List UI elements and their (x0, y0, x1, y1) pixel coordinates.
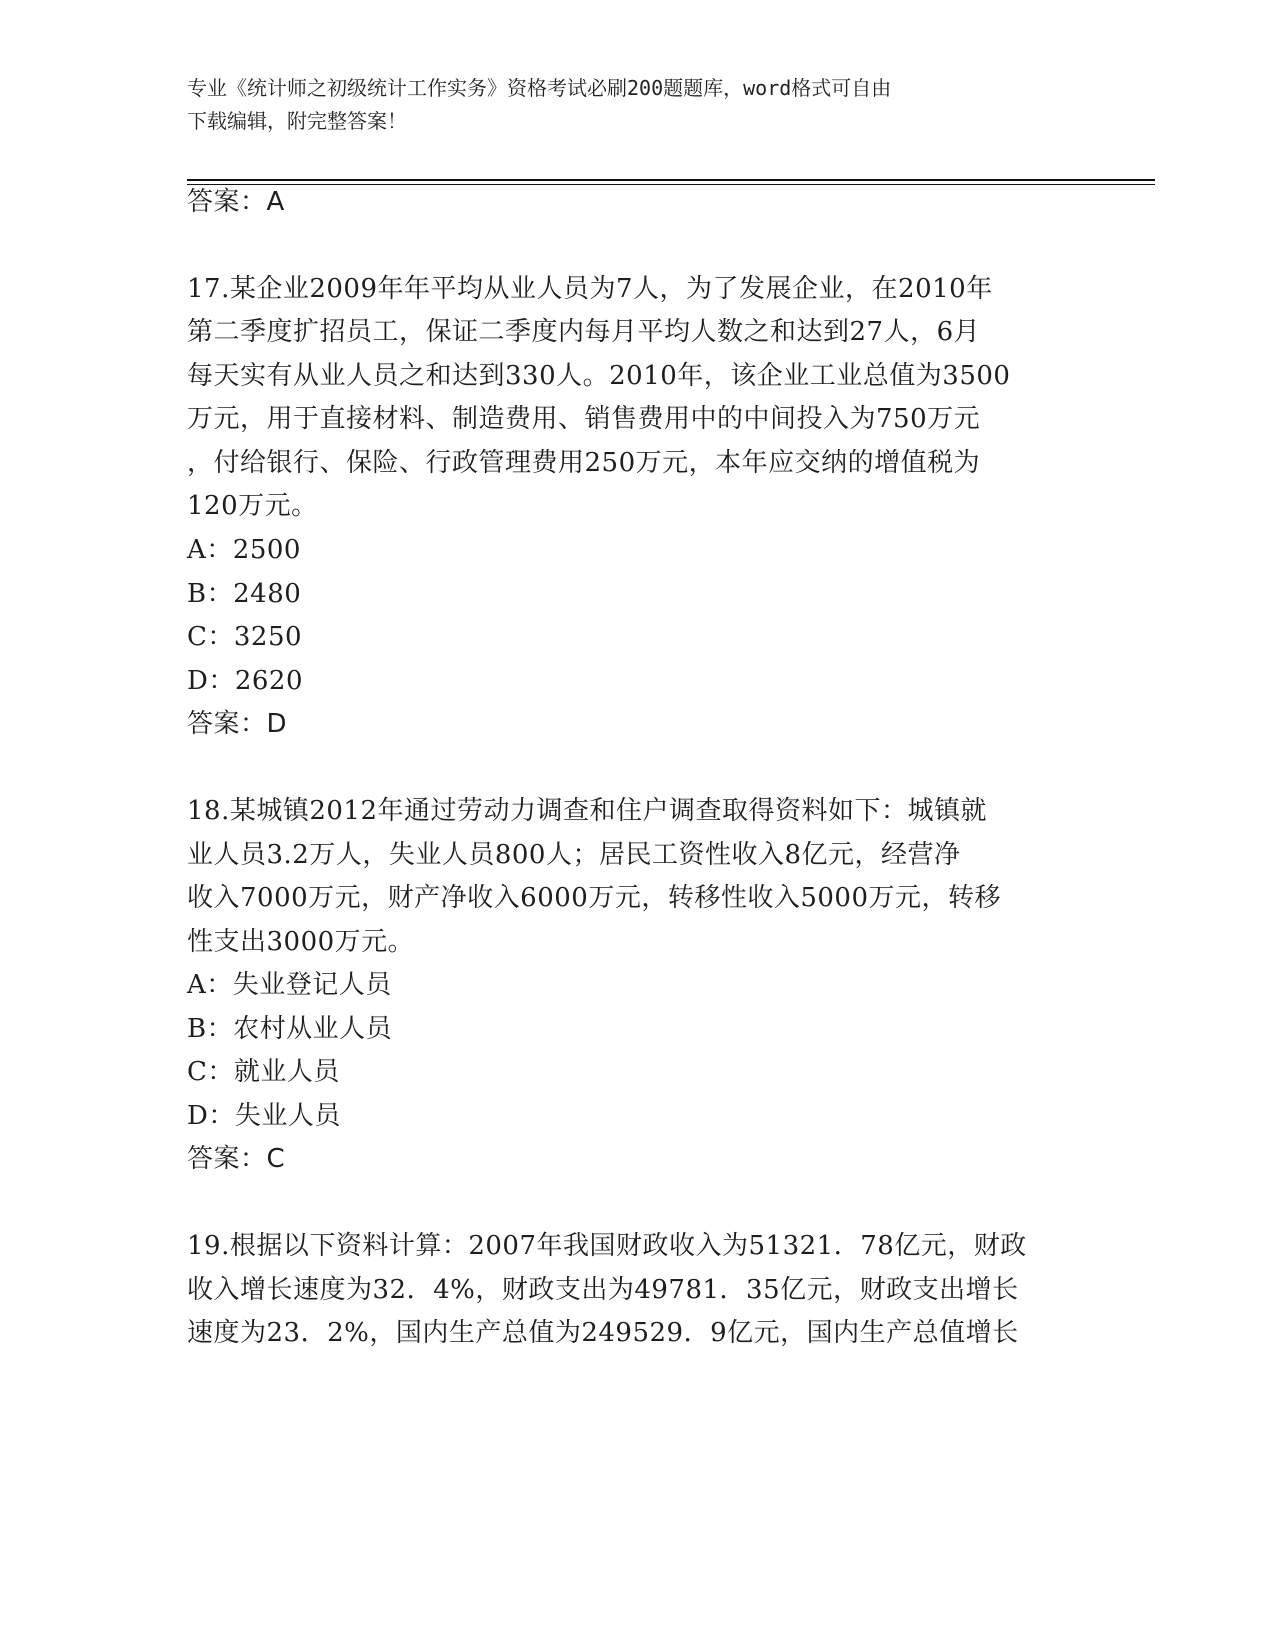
q17-option-d: D：2620 (187, 666, 304, 696)
q17-option-b: B：2480 (187, 579, 302, 609)
q18-option-a: A：失业登记人员 (187, 970, 392, 1000)
q17-line-3: 每天实有从业人员之和达到330人。2010年，该企业工业总值为3500 (187, 361, 1011, 391)
q18-option-d: D：失业人员 (187, 1101, 341, 1131)
q17-option-a: A：2500 (187, 535, 301, 565)
q17-line-1: 17.某企业2009年年平均从业人员为7人，为了发展企业，在2010年 (187, 274, 993, 304)
q18-line-4: 性支出3000万元。 (187, 927, 415, 957)
q18-line-1: 18.某城镇2012年通过劳动力调查和住户调查取得资料如下：城镇就 (187, 796, 988, 826)
q17-line-4: 万元，用于直接材料、制造费用、销售费用中的中间投入为750万元 (187, 404, 981, 434)
q19-line-2: 收入增长速度为32．4%，财政支出为49781．35亿元，财政支出增长 (187, 1275, 1019, 1305)
header-rule-thin (187, 184, 1155, 185)
page-header (187, 72, 1077, 138)
q19-line-3: 速度为23．2%，国内生产总值为249529．9亿元，国内生产总值增长 (187, 1318, 1019, 1348)
q19-line-1: 19.根据以下资料计算：2007年我国财政收入为51321．78亿元，财政 (187, 1231, 1027, 1261)
q18-option-c: C：就业人员 (187, 1057, 340, 1087)
q17-option-c: C：3250 (187, 622, 303, 652)
answer-16: 答案：A (187, 187, 285, 217)
q17-line-2: 第二季度扩招员工，保证二季度内每月平均人数之和达到27人，6月 (187, 317, 981, 347)
header-line-2: 下载编辑，附完整答案！ (187, 109, 407, 133)
q17-line-5: ，付给银行、保险、行政管理费用250万元，本年应交纳的增值税为 (187, 448, 981, 478)
q18-line-2: 业人员3.2万人，失业人员800人；居民工资性收入8亿元，经营净 (187, 840, 961, 870)
q18-line-3: 收入7000万元，财产净收入6000万元，转移性收入5000万元，转移 (187, 883, 1002, 913)
header-line-1: 专业《统计师之初级统计工作实务》资格考试必刷200题题库，word格式可自由 (187, 76, 892, 100)
header-rule-thick (187, 179, 1155, 181)
q18-answer: 答案：C (187, 1144, 286, 1174)
q17-answer: 答案：D (187, 709, 288, 739)
q17-line-6: 120万元。 (187, 491, 318, 521)
q18-option-b: B：农村从业人员 (187, 1014, 393, 1044)
